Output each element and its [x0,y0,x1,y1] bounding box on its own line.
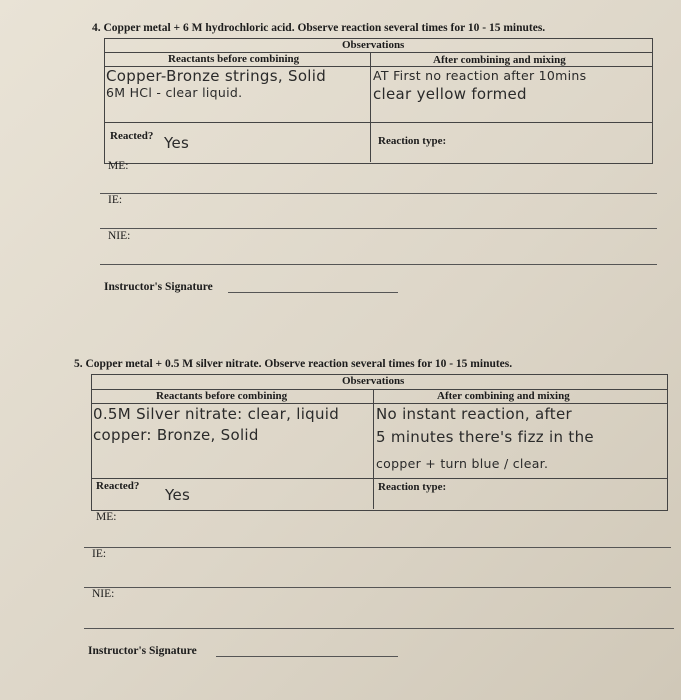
section5-me-label: ME: [96,511,117,523]
section4-ie-label: IE: [108,194,123,206]
section4-observations-header: Observations [342,39,405,51]
section4-ie-answer-line[interactable] [100,228,657,229]
section4-signature-line[interactable] [228,292,398,293]
section5-signature-label: Instructor's Signature [88,645,197,657]
table-column-divider [370,52,371,162]
table-row-divider [91,478,667,479]
section5-heading: 5. Copper metal + 0.5 M silver nitrate. Observe reaction several times for 10 - 15 minutes. [74,358,513,370]
table-row-divider [91,403,667,404]
section5-reacted-answer: Yes [165,486,191,504]
section4-me-answer-line[interactable] [100,193,657,194]
section4-me-label: ME: [108,160,129,172]
section5-ie-answer-line[interactable] [84,587,671,588]
section5-before-header: Reactants before combining [156,390,288,402]
section4-after-header: After combining and mixing [433,54,566,66]
section4-signature-label: Instructor's Signature [104,281,213,293]
section5-ie-label: IE: [92,548,107,560]
section4-nie-label: NIE: [108,230,131,242]
section5-me-answer-line[interactable] [84,547,671,548]
section5-nie-label: NIE: [92,588,115,600]
table-row-divider [104,122,652,123]
section5-signature-line[interactable] [216,656,398,657]
section5-observations-header: Observations [342,375,405,387]
section4-after-line1: AT First no reaction after 10mins [373,68,587,83]
section4-reacted-answer: Yes [164,134,190,152]
section5-reacted-label: Reacted? [96,480,140,492]
table-column-divider [373,389,374,509]
section4-reacted-label: Reacted? [110,130,154,142]
section5-after-header: After combining and mixing [437,390,570,402]
section4-before-line1: Copper-Bronze strings, Solid [106,67,327,85]
section4-before-header: Reactants before combining [168,53,300,65]
section5-nie-answer-line[interactable] [84,628,674,629]
section5-after-line1: No instant reaction, after [376,405,572,423]
section4-reaction-type-label: Reaction type: [378,135,447,147]
section4-before-line2: 6M HCl - clear liquid. [106,85,243,100]
section5-reaction-type-label: Reaction type: [378,481,447,493]
section4-after-line2: clear yellow formed [373,85,527,103]
section5-after-line2: 5 minutes there's fizz in the [376,428,594,446]
section5-before-line1: 0.5M Silver nitrate: clear, liquid [93,405,340,423]
section5-before-line2: copper: Bronze, Solid [93,426,259,444]
section5-after-line3: copper + turn blue / clear. [376,456,549,471]
section4-nie-answer-line[interactable] [100,264,657,265]
section4-heading: 4. Copper metal + 6 M hydrochloric acid. Observe reaction several times for 10 - 15 minutes. [92,22,546,34]
